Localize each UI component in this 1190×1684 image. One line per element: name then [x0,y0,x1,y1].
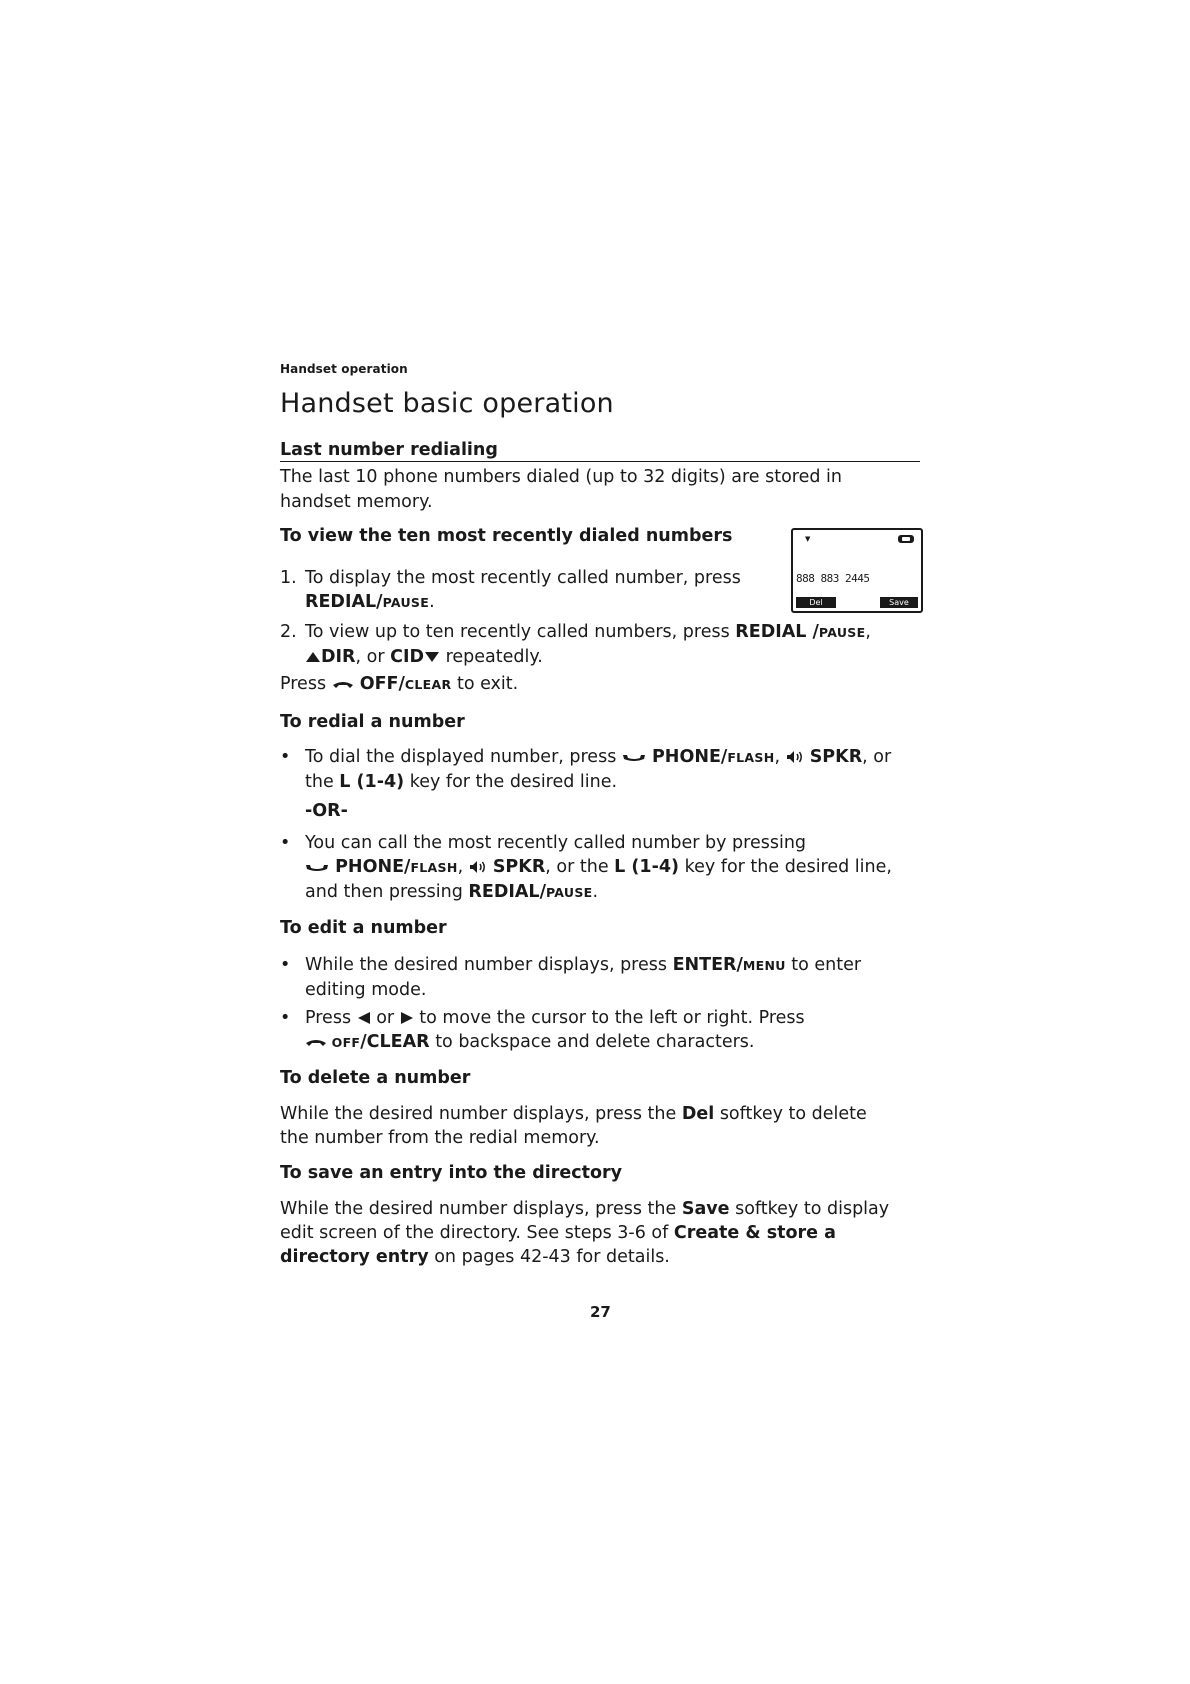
text: While the desired number displays, press the [280,1199,682,1219]
redial-bullet-1 [280,745,920,794]
bullet: • [280,1008,291,1028]
or-separator [280,799,920,823]
key-line: L (1-4) [339,772,405,792]
heading-edit: To edit a number [280,918,447,938]
ref-bold: Create & store a [673,1223,836,1243]
section-label: Handset operation [280,362,408,376]
key-dir: DIR [321,647,356,667]
text: the [305,772,340,792]
page-title: Handset basic operation [280,388,614,419]
text: to enter [785,955,862,975]
step-number: 1. [280,568,297,588]
text: While the desired number displays, press [305,955,673,975]
text: to backspace and delete characters. [429,1032,755,1052]
subheading-last-number-redialing [280,440,920,462]
speaker-icon [469,860,487,874]
softkey-save: Save [880,597,918,608]
key-line: L (1-4) [614,857,680,877]
key-off: OFF [327,1035,361,1050]
key-pause: PAUSE [382,595,430,610]
handset-lcd-display [791,528,923,613]
intro-line-1: The last 10 phone numbers dialed (up to 32 digits) are stored in [280,467,842,487]
step-2 [280,620,920,669]
punct: , [774,747,786,767]
bullet: • [280,955,291,975]
text: and then pressing [305,882,469,902]
text: softkey to display [729,1199,890,1219]
key-pause: PAUSE [818,625,866,640]
delete-paragraph [280,1102,920,1150]
page-number: 27 [590,1303,611,1321]
heading-redial: To redial a number [280,712,465,732]
text: on pages 42-43 for details. [428,1247,670,1267]
step-text-end: repeatedly. [440,647,543,667]
step-text: To display the most recently called number, press [305,568,741,588]
text: softkey to delete [714,1104,867,1124]
subheading-text: Last number redialing [280,440,498,460]
punct: . [429,592,435,612]
punct: , [865,622,871,642]
text: edit screen of the directory. See steps 3-6 of [280,1223,674,1243]
step-1 [280,566,750,615]
heading-save: To save an entry into the directory [280,1163,623,1183]
bullet: • [280,747,291,767]
text-exit: to exit. [451,674,519,694]
key-del: Del [681,1104,715,1124]
text: Press [305,1008,357,1028]
lcd-phone-number: 888 883 2445 [796,572,870,585]
text: editing mode. [305,980,427,1000]
text-press: Press [280,674,332,694]
intro-paragraph [280,465,920,515]
key-flash: FLASH [727,750,775,765]
key-off: OFF/ [353,674,405,694]
key-save: Save [681,1199,730,1219]
softkey-del: Del [796,597,836,608]
step-number: 2. [280,622,297,642]
right-arrow-icon [400,1011,414,1025]
text: While the desired number displays, press the [280,1104,682,1124]
text: key for the desired line, [679,857,892,877]
key-clear: CLEAR [404,677,452,692]
key-spkr: SPKR [803,747,863,767]
hangup-icon [332,679,354,689]
key-enter: ENTER/ [672,955,743,975]
key-clear: /CLEAR [360,1032,430,1052]
step-text: To view up to ten recently called numbers, press [305,622,736,642]
edit-bullet-1 [280,953,920,1002]
text: , or the [545,857,615,877]
text: , or [862,747,892,767]
bullet: • [280,833,291,853]
text-or: , or [355,647,391,667]
key-phone: PHONE/ [329,857,411,877]
heading-delete: To delete a number [280,1068,471,1088]
text: You can call the most recently called number by pressing [305,833,807,853]
signal-icon: ▼ [805,535,811,543]
exit-line [280,672,920,697]
ref-bold: directory entry [280,1247,429,1267]
speaker-icon [786,750,804,764]
text: or [370,1008,400,1028]
text: to move the cursor to the left or right. Press [413,1008,805,1028]
text: To dial the displayed number, press [305,747,622,767]
save-paragraph [280,1197,920,1269]
key-pause: PAUSE [545,885,593,900]
up-triangle-icon [305,651,321,663]
hangup-icon [305,1037,327,1047]
phone-handset-icon [622,752,646,762]
text: key for the desired line. [404,772,618,792]
intro-line-2: handset memory. [280,492,433,512]
punct: , [457,857,469,877]
key-redial: REDIAL/ [305,592,383,612]
key-redial: REDIAL/ [468,882,546,902]
key-flash: FLASH [410,860,458,875]
left-arrow-icon [357,1011,371,1025]
punct: . [592,882,599,902]
key-phone: PHONE/ [645,747,728,767]
down-triangle-icon [424,651,440,663]
battery-icon [898,535,914,543]
key-cid: CID [390,647,424,667]
key-spkr: SPKR [486,857,546,877]
phone-handset-icon [305,862,329,872]
key-menu: MENU [742,958,786,973]
text: the number from the redial memory. [280,1128,600,1148]
heading-view-recent: To view the ten most recently dialed numbers [280,526,733,546]
redial-bullet-2 [280,831,920,905]
or-label: -OR- [305,801,348,821]
key-redial: REDIAL / [735,622,819,642]
edit-bullet-2 [280,1006,920,1055]
